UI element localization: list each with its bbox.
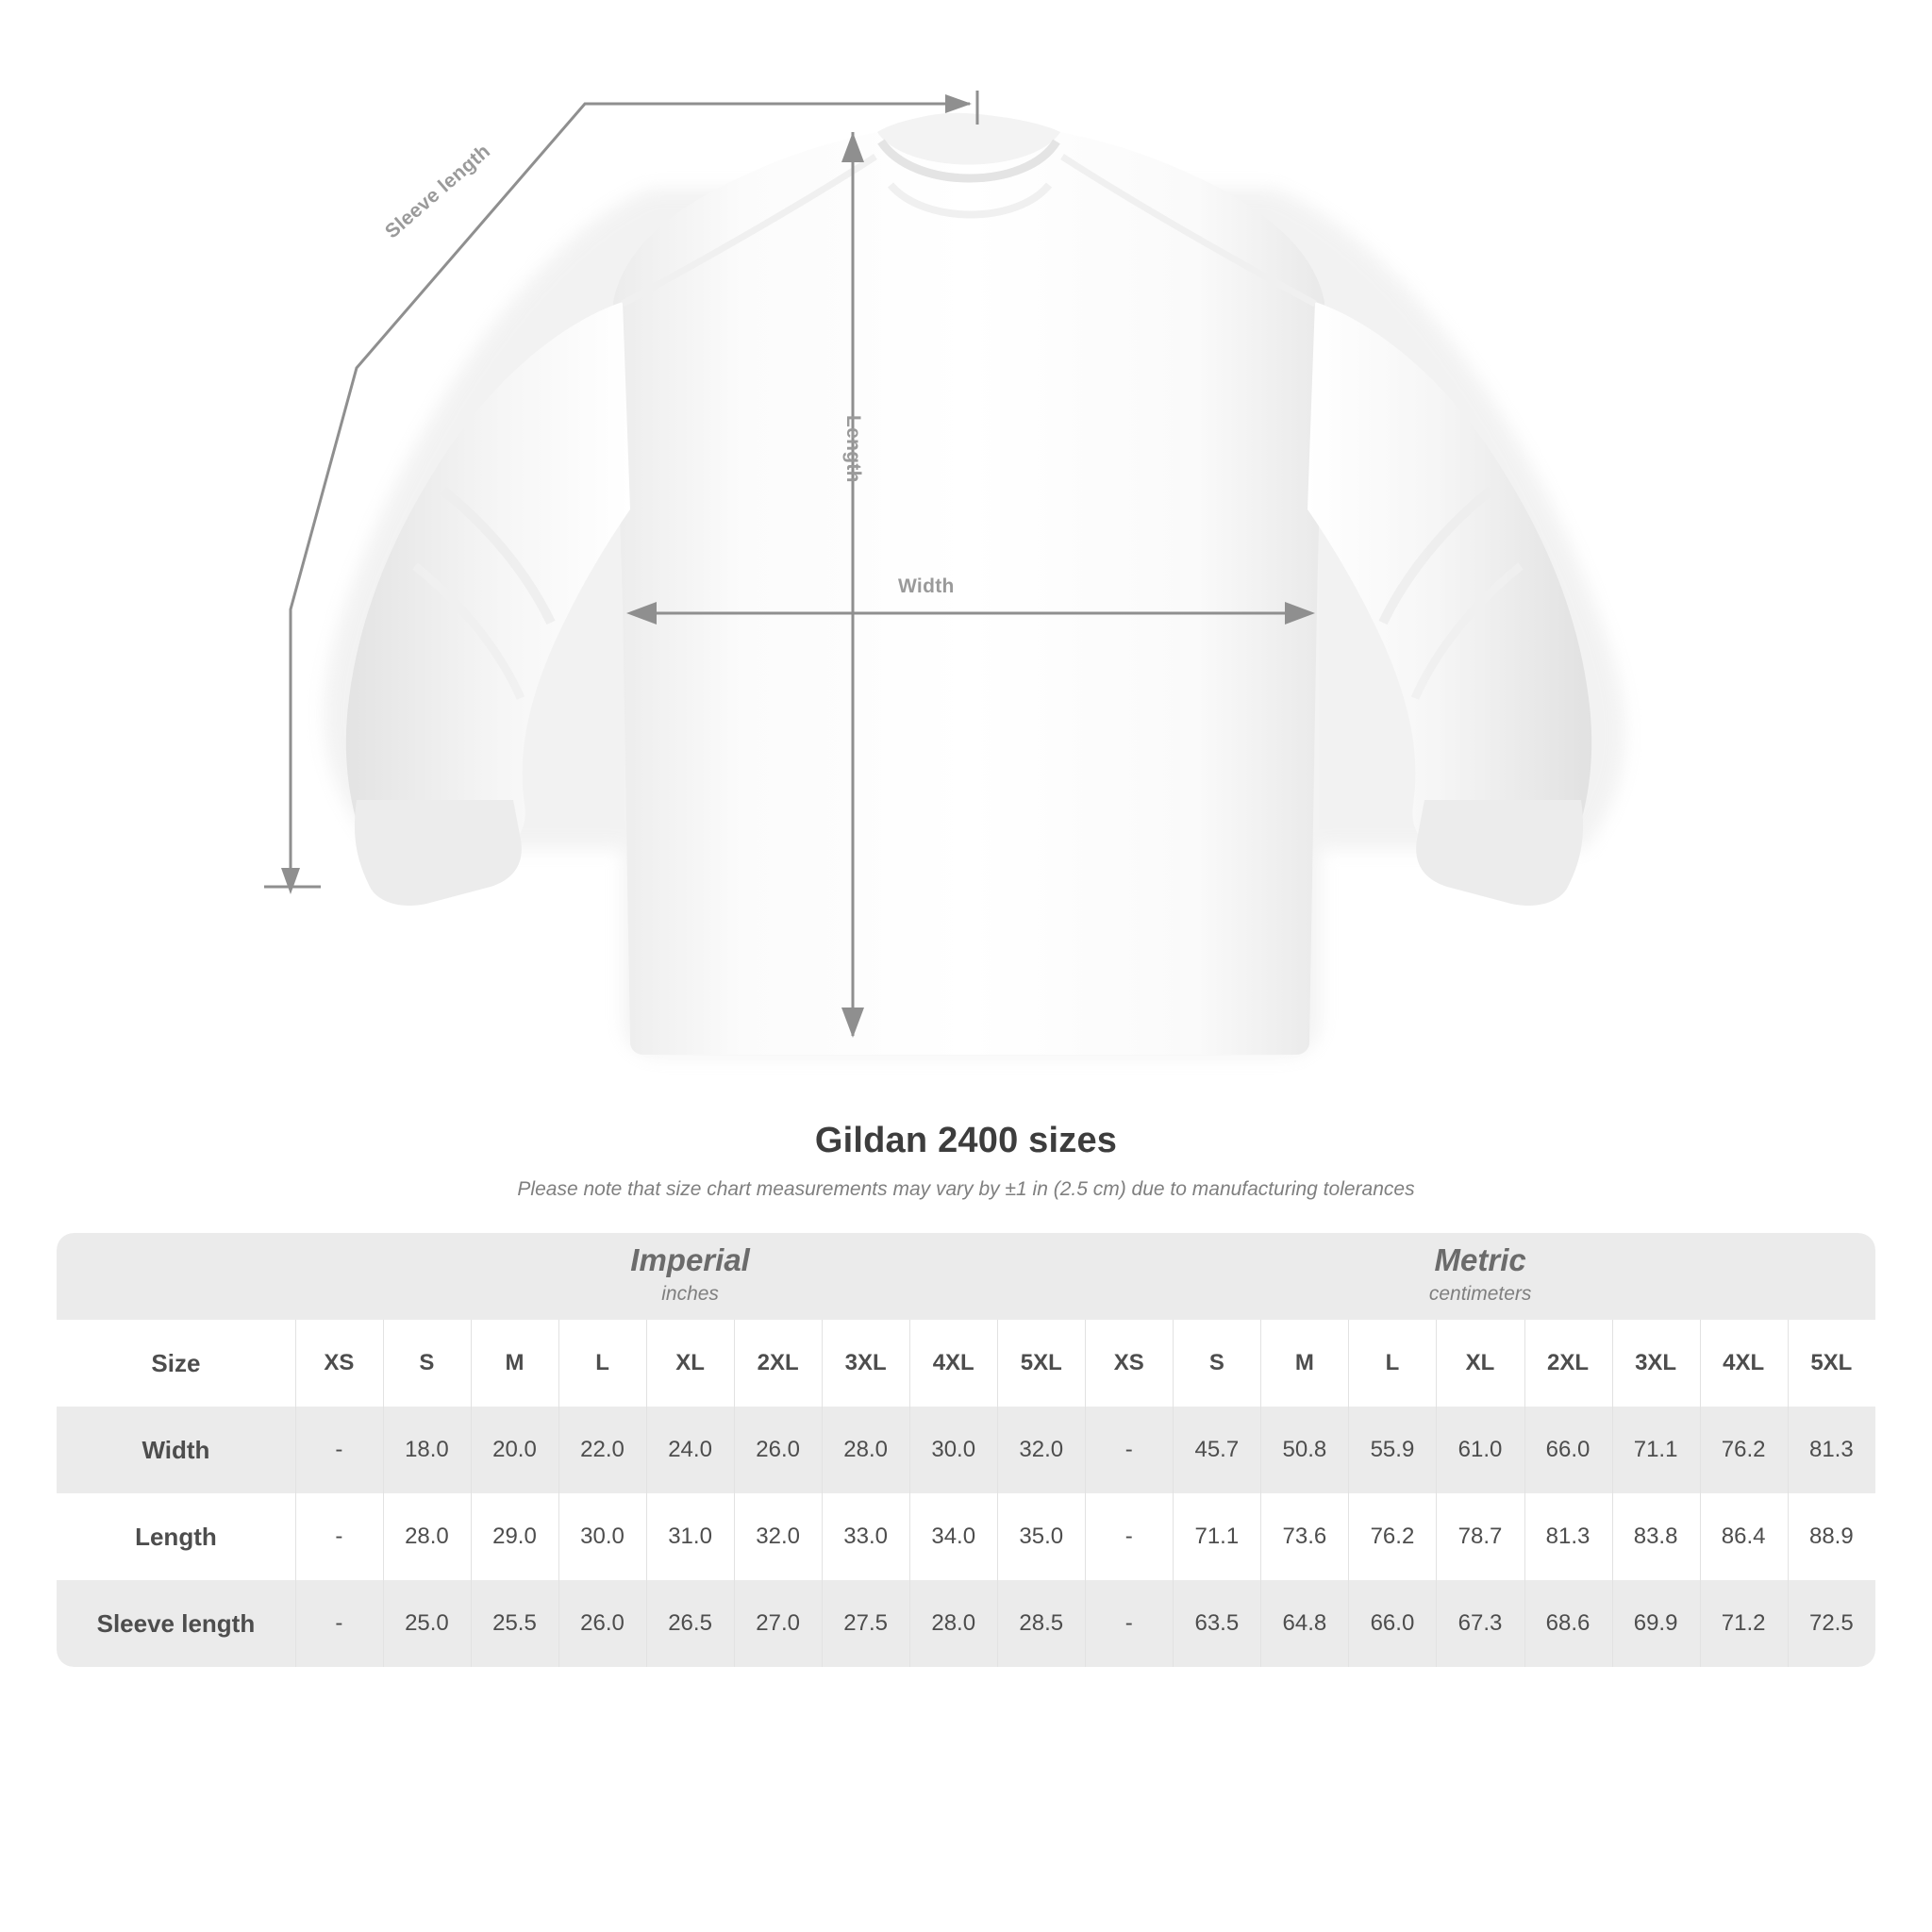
cell-length-metric-xs: - [1085,1493,1173,1580]
table-row [57,1407,1875,1493]
cell-width-imperial-5xl: 32.0 [997,1407,1085,1493]
cell-sleeve-metric-m: 64.8 [1260,1580,1348,1667]
cell-sleeve-imperial-m: 25.5 [471,1580,558,1667]
cell-sleeve-imperial-4xl: 28.0 [909,1580,997,1667]
size-header-metric-2xl: 2XL [1524,1320,1612,1407]
size-header-metric-xl: XL [1436,1320,1524,1407]
size-header-imperial-2xl: 2XL [734,1320,822,1407]
cell-width-metric-3xl: 71.1 [1612,1407,1700,1493]
width-label: Width [898,575,955,597]
garment-shape [346,113,1591,1055]
size-header-label: Size [57,1320,295,1407]
cell-length-imperial-4xl: 34.0 [909,1493,997,1580]
cell-length-metric-4xl: 86.4 [1700,1493,1788,1580]
cell-length-metric-3xl: 83.8 [1612,1493,1700,1580]
cell-length-imperial-xs: - [295,1493,383,1580]
size-header-imperial-5xl: 5XL [997,1320,1085,1407]
row-label-width: Width [57,1407,295,1493]
size-header-imperial-s: S [383,1320,471,1407]
cell-width-metric-l: 55.9 [1348,1407,1436,1493]
cell-width-imperial-l: 22.0 [558,1407,646,1493]
size-header-imperial-xl: XL [646,1320,734,1407]
unit-header-metric [1085,1233,1875,1320]
cell-sleeve-imperial-3xl: 27.5 [822,1580,909,1667]
cell-sleeve-metric-5xl: 72.5 [1788,1580,1875,1667]
cell-width-imperial-xs: - [295,1407,383,1493]
cell-length-metric-xl: 78.7 [1436,1493,1524,1580]
size-table [57,1233,1875,1667]
size-table-wrapper [57,1233,1875,1667]
cell-length-metric-s: 71.1 [1173,1493,1260,1580]
cell-width-metric-5xl: 81.3 [1788,1407,1875,1493]
size-header-imperial-xs: XS [295,1320,383,1407]
cell-sleeve-imperial-s: 25.0 [383,1580,471,1667]
cell-width-imperial-4xl: 30.0 [909,1407,997,1493]
cell-length-metric-l: 76.2 [1348,1493,1436,1580]
page-title: Gildan 2400 sizes [814,1121,1118,1160]
length-label: Length [842,415,864,483]
size-header-metric-m: M [1260,1320,1348,1407]
size-header-imperial-4xl: 4XL [909,1320,997,1407]
size-header-imperial-l: L [558,1320,646,1407]
cell-sleeve-metric-s: 63.5 [1173,1580,1260,1667]
size-header-metric-l: L [1348,1320,1436,1407]
size-header-row [57,1320,1875,1407]
cell-width-metric-xs: - [1085,1407,1173,1493]
cell-length-metric-5xl: 88.9 [1788,1493,1875,1580]
cell-length-imperial-xl: 31.0 [646,1493,734,1580]
cell-length-imperial-5xl: 35.0 [997,1493,1085,1580]
unit-metric-name: Metric [1434,1242,1526,1278]
unit-header-imperial [295,1233,1085,1320]
unit-header-row [57,1233,1875,1320]
cell-length-imperial-l: 30.0 [558,1493,646,1580]
cell-sleeve-imperial-5xl: 28.5 [997,1580,1085,1667]
cell-sleeve-metric-2xl: 68.6 [1524,1580,1612,1667]
sleeve-length-label: Sleeve length [381,140,495,243]
cell-width-imperial-s: 18.0 [383,1407,471,1493]
size-header-imperial-3xl: 3XL [822,1320,909,1407]
cell-length-imperial-m: 29.0 [471,1493,558,1580]
cell-width-metric-s: 45.7 [1173,1407,1260,1493]
tolerance-note: Please note that size chart measurements may vary by ±1 in (2.5 cm) due to manufacturing tolerances [517,1178,1415,1200]
cell-sleeve-metric-l: 66.0 [1348,1580,1436,1667]
cell-sleeve-imperial-xs: - [295,1580,383,1667]
size-header-metric-3xl: 3XL [1612,1320,1700,1407]
cell-sleeve-imperial-xl: 26.5 [646,1580,734,1667]
cell-width-metric-2xl: 66.0 [1524,1407,1612,1493]
cell-sleeve-metric-xs: - [1085,1580,1173,1667]
cell-width-imperial-m: 20.0 [471,1407,558,1493]
size-header-metric-s: S [1173,1320,1260,1407]
cell-sleeve-imperial-l: 26.0 [558,1580,646,1667]
cell-sleeve-metric-4xl: 71.2 [1700,1580,1788,1667]
table-row [57,1580,1875,1667]
row-label-sleeve-length: Sleeve length [57,1580,295,1667]
size-header-imperial-m: M [471,1320,558,1407]
cell-width-metric-xl: 61.0 [1436,1407,1524,1493]
title-block [0,1121,1932,1201]
row-label-length: Length [57,1493,295,1580]
cell-width-metric-4xl: 76.2 [1700,1407,1788,1493]
cell-length-imperial-2xl: 32.0 [734,1493,822,1580]
cell-width-metric-m: 50.8 [1260,1407,1348,1493]
cell-length-metric-2xl: 81.3 [1524,1493,1612,1580]
unit-metric-sub: centimeters [1428,1283,1532,1306]
cell-width-imperial-2xl: 26.0 [734,1407,822,1493]
cell-width-imperial-3xl: 28.0 [822,1407,909,1493]
cell-sleeve-metric-xl: 67.3 [1436,1580,1524,1667]
unit-header-spacer [57,1233,295,1320]
size-header-metric-5xl: 5XL [1788,1320,1875,1407]
cell-length-imperial-s: 28.0 [383,1493,471,1580]
size-header-metric-4xl: 4XL [1700,1320,1788,1407]
cell-sleeve-imperial-2xl: 27.0 [734,1580,822,1667]
unit-imperial-name: Imperial [630,1242,750,1278]
cell-sleeve-metric-3xl: 69.9 [1612,1580,1700,1667]
unit-imperial-sub: inches [661,1283,719,1306]
table-row [57,1493,1875,1580]
cell-width-imperial-xl: 24.0 [646,1407,734,1493]
cell-length-imperial-3xl: 33.0 [822,1493,909,1580]
size-header-metric-xs: XS [1085,1320,1173,1407]
cell-length-metric-m: 73.6 [1260,1493,1348,1580]
